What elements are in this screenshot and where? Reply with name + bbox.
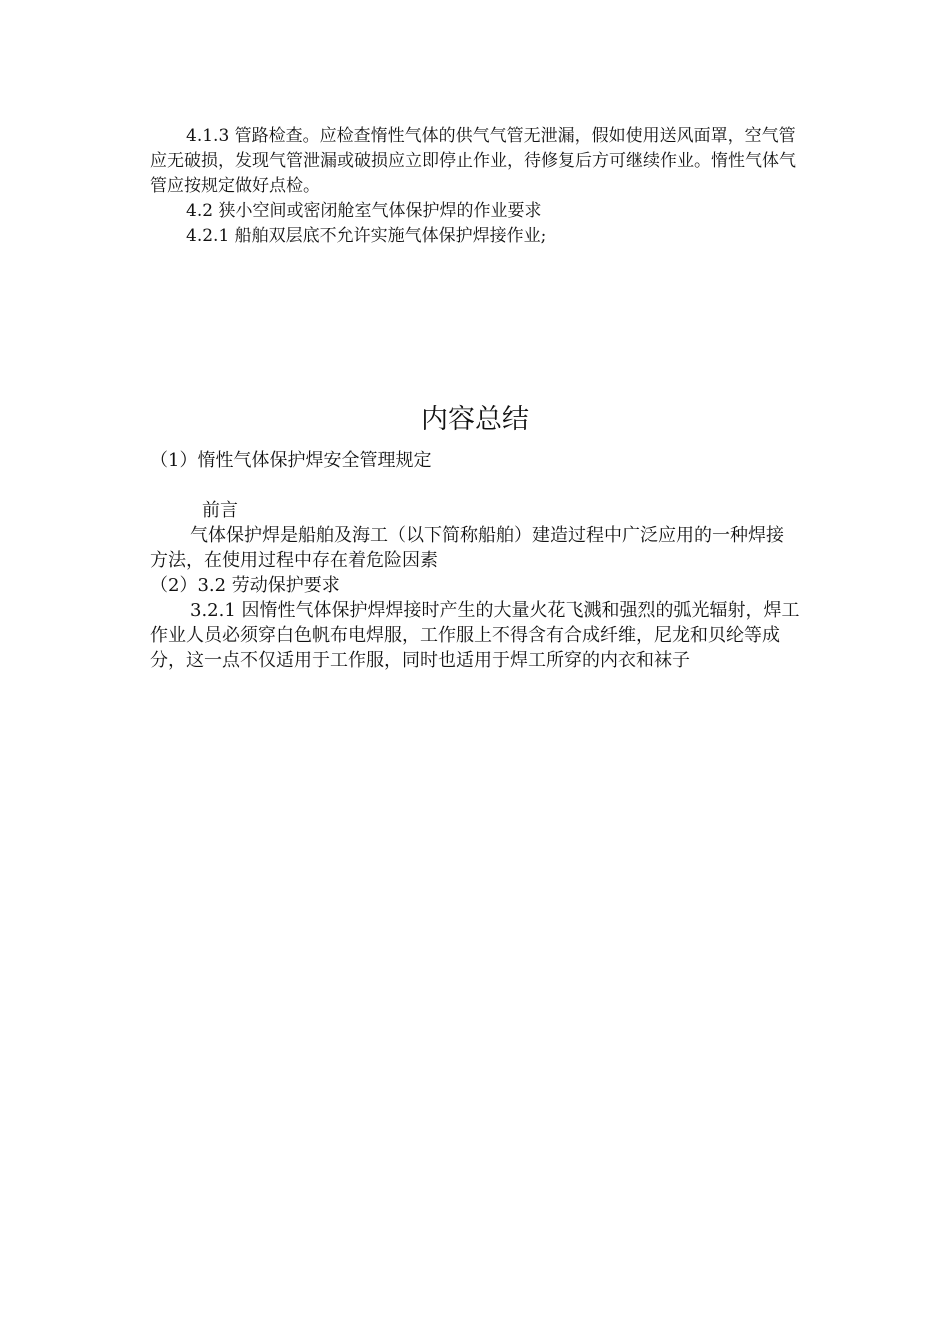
preface-text: 气体保护焊是船舶及海工（以下简称船舶）建造过程中广泛应用的一种焊接方法，在使用过程中存在着危险因素 xyxy=(150,525,784,571)
preface-label: 前言 xyxy=(202,500,238,521)
summary-section xyxy=(150,448,800,673)
summary-title: 内容总结 xyxy=(421,404,529,436)
spacer xyxy=(150,473,800,498)
paragraph-4-1-3: 4.1.3 管路检查。应检查惰性气体的供气气管无泄漏，假如使用送风面罩，空气管应无破损，发现气管泄漏或破损应立即停止作业，待修复后方可继续作业。惰性气体气管应按规定做好点检。 xyxy=(150,126,796,196)
heading-4-2: 4.2 狭小空间或密闭舱室气体保护焊的作业要求 xyxy=(186,201,542,221)
summary-item-2: （2）3.2 劳动保护要求 xyxy=(150,575,340,596)
summary-item-2-text: 3.2.1 因惰性气体保护焊焊接时产生的大量火花飞溅和强烈的弧光辐射，焊工作业人员必须穿白色帆布电焊服，工作服上不得含有合成纤维，尼龙和贝纶等成分，这一点不仅适用于工作服，同时也适用于焊工所穿的内衣和袜子 xyxy=(150,600,800,671)
top-section xyxy=(150,124,800,249)
summary-item-1: （1）惰性气体保护焊安全管理规定 xyxy=(150,450,432,471)
paragraph-4-2-1: 4.2.1 船舶双层底不允许实施气体保护焊接作业; xyxy=(186,226,547,246)
